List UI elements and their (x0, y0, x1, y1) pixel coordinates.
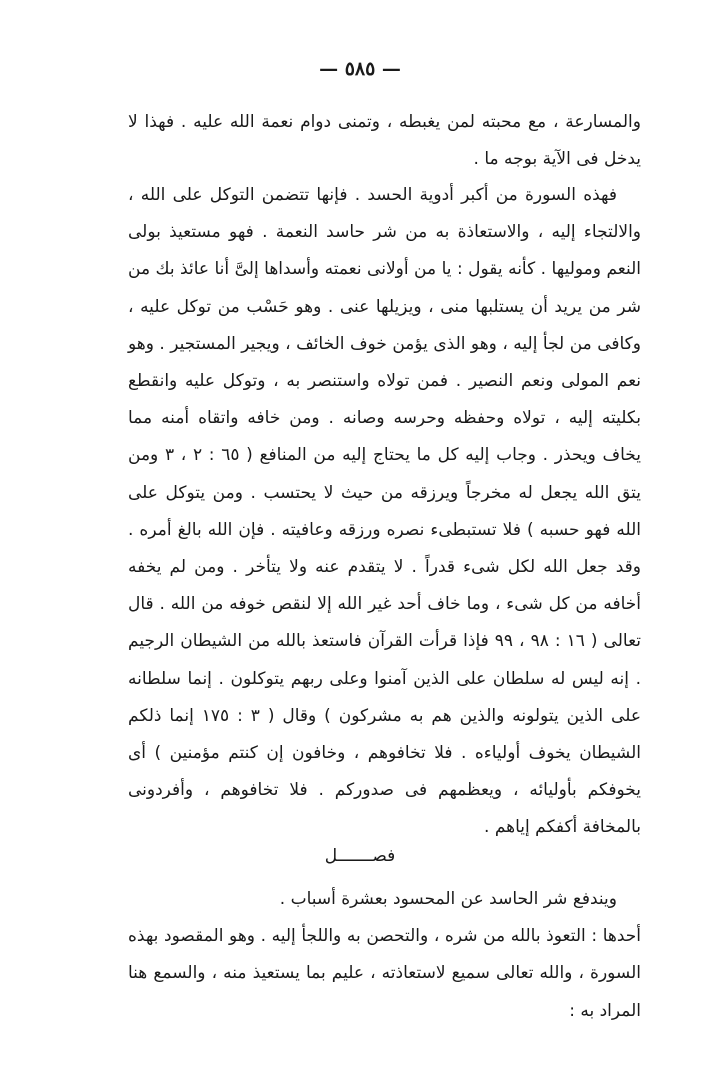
main-text-block (128, 177, 641, 847)
main-paragraph: فهذه السورة من أكبر أدوية الحسد . فإنها تتضمن التوكل على الله ، والالتجاء إليه ، والاستعاذة به من شر حاسد النعمة . فهو مستعيذ بولى النعم وموليها . كأنه يقول : يا من أولانى نعمته وأسداها إلىَّ أنا عائذ بك من شر من يريد أن يستلبها منى ، ويزيلها عنى . وهو حَسْب من توكل عليه ، وكافى من لجأ إليه ، وهو الذى يؤمن خوف الخائف ، ويجير المستجير . وهو نعم المولى ونعم النصير . فمن تولاه واستنصر به ، وتوكل عليه وانقطع بكليته إليه ، تولاه وحفظه وحرسه وصانه . ومن خافه واتقاه أمنه مما يخاف ويحذر . وجاب إليه كل ما يحتاج إليه من المنافع ( ٦٥ : ٢ ، ٣ ومن يتق الله يجعل له مخرجاً ويرزقه من حيث لا يحتسب . ومن يتوكل على الله فهو حسبه ) فلا تستبطىء نصره ورزقه وعافيته . فإن الله بالغ أمره . وقد جعل الله لكل شىء قدراً . لا يتقدم عنه ولا يتأخر . ومن لم يخفه أخافه من كل شىء ، وما خاف أحد غير الله إلا لنقص خوفه من الله . قال تعالى ( ١٦ : ٩٨ ، ٩٩ فإذا قرأت القرآن فاستعذ بالله من الشيطان الرجيم . إنه ليس له سلطان على الذين آمنوا وعلى ربهم يتوكلون . إنما سلطانه على الذين يتولونه والذين هم به مشركون ) وقال ( ٣ : ١٧٥ إنما ذلكم الشيطان يخوف أولياءه . فلا تخافوهم ، وخافون إن كنتم مؤمنين ) أى يخوفكم بأوليائه ، ويعظمهم فى صدوركم . فلا تخافوهم ، وأفردونى بالمخافة أكفكم إياهم . (128, 185, 641, 838)
continuation-paragraph: والمسارعة ، مع محبته لمن يغبطه ، وتمنى دوام نعمة الله عليه . فهذا لا يدخل فى الآية بوجه ما . (128, 112, 641, 170)
section-heading: فصـــــــل (324, 846, 396, 866)
section-text-block (128, 881, 641, 1030)
first-reason-paragraph: أحدها : التعوذ بالله من شره ، والتحصن به واللجأ إليه . وهو المقصود بهذه السورة ، والله تعالى سميع لاستعاذته ، عليم بما يستعيذ منه ، والسمع هنا المراد به : (128, 926, 641, 1021)
continuation-block (128, 104, 641, 178)
section-intro: ويندفع شر الحاسد عن المحسود بعشرة أسباب . (279, 889, 617, 909)
page-number: — ٥٨٥ — (319, 58, 401, 80)
